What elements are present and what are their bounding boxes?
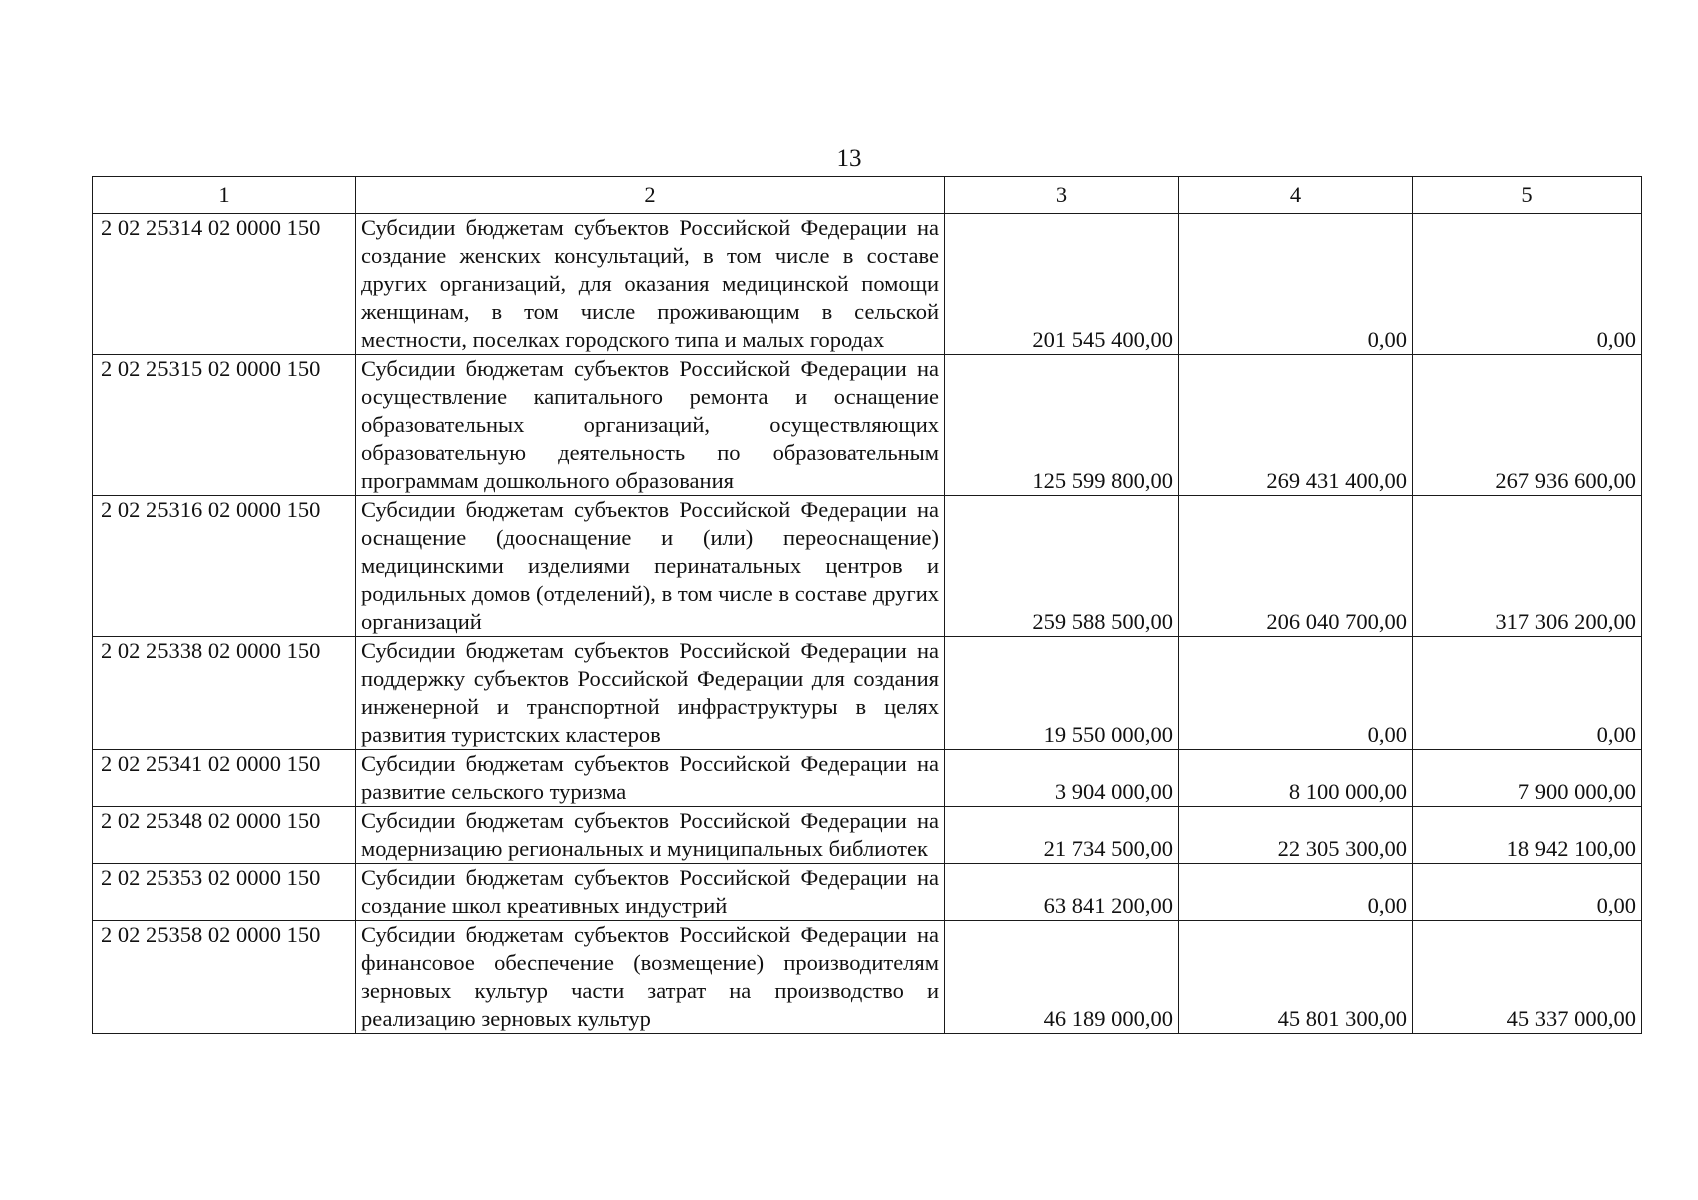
amount-col3-cell: 19 550 000,00 [945, 637, 1179, 750]
amount-col3-cell: 259 588 500,00 [945, 496, 1179, 637]
table-row [93, 355, 1642, 496]
amount-col5-cell: 0,00 [1413, 637, 1642, 750]
column-header: 2 [356, 177, 945, 214]
amount-col5-cell: 317 306 200,00 [1413, 496, 1642, 637]
table-row [93, 750, 1642, 807]
amount-col3-cell: 201 545 400,00 [945, 214, 1179, 355]
budget-code-cell: 2 02 25353 02 0000 150 [93, 864, 356, 921]
description-cell: Субсидии бюджетам субъектов Российской Федерации на финансовое обеспечение (возмещение) производителям зерновых культур части затрат на производство и реализацию зерновых культур [356, 921, 945, 1034]
column-header: 5 [1413, 177, 1642, 214]
amount-col4-cell: 8 100 000,00 [1179, 750, 1413, 807]
amount-col5-cell: 267 936 600,00 [1413, 355, 1642, 496]
amount-col3-cell: 46 189 000,00 [945, 921, 1179, 1034]
amount-col3-cell: 125 599 800,00 [945, 355, 1179, 496]
amount-col4-cell: 206 040 700,00 [1179, 496, 1413, 637]
column-header: 1 [93, 177, 356, 214]
amount-col3-cell: 3 904 000,00 [945, 750, 1179, 807]
amount-col5-cell: 18 942 100,00 [1413, 807, 1642, 864]
description-cell: Субсидии бюджетам субъектов Российской Федерации на модернизацию региональных и муниципальных библиотек [356, 807, 945, 864]
description-cell: Субсидии бюджетам субъектов Российской Федерации на осуществление капитального ремонта и оснащение образовательных организаций, осуществляющих образовательную деятельность по образовательным программам дошкольного образования [356, 355, 945, 496]
table-row [93, 214, 1642, 355]
amount-col5-cell: 7 900 000,00 [1413, 750, 1642, 807]
description-cell: Субсидии бюджетам субъектов Российской Федерации на развитие сельского туризма [356, 750, 945, 807]
table-row [93, 921, 1642, 1034]
amount-col3-cell: 21 734 500,00 [945, 807, 1179, 864]
budget-code-cell: 2 02 25358 02 0000 150 [93, 921, 356, 1034]
amount-col4-cell: 269 431 400,00 [1179, 355, 1413, 496]
table-row [93, 496, 1642, 637]
description-cell: Субсидии бюджетам субъектов Российской Федерации на создание женских консультаций, в том числе в составе других организаций, для оказания медицинской помощи женщинам, в том числе проживающим в сельской местности, поселках городского типа и малых городах [356, 214, 945, 355]
amount-col5-cell: 0,00 [1413, 864, 1642, 921]
budget-table [92, 176, 1642, 1034]
column-header: 4 [1179, 177, 1413, 214]
description-cell: Субсидии бюджетам субъектов Российской Федерации на оснащение (дооснащение и (или) переоснащение) медицинскими изделиями перинатальных центров и родильных домов (отделений), в том числе в составе других организаций [356, 496, 945, 637]
amount-col4-cell: 45 801 300,00 [1179, 921, 1413, 1034]
budget-code-cell: 2 02 25316 02 0000 150 [93, 496, 356, 637]
table-row [93, 637, 1642, 750]
budget-code-cell: 2 02 25315 02 0000 150 [93, 355, 356, 496]
amount-col4-cell: 0,00 [1179, 864, 1413, 921]
budget-code-cell: 2 02 25341 02 0000 150 [93, 750, 356, 807]
amount-col5-cell: 0,00 [1413, 214, 1642, 355]
amount-col4-cell: 0,00 [1179, 214, 1413, 355]
table-row [93, 807, 1642, 864]
budget-code-cell: 2 02 25348 02 0000 150 [93, 807, 356, 864]
budget-code-cell: 2 02 25314 02 0000 150 [93, 214, 356, 355]
page-number: 13 [836, 145, 862, 172]
amount-col4-cell: 0,00 [1179, 637, 1413, 750]
amount-col5-cell: 45 337 000,00 [1413, 921, 1642, 1034]
budget-code-cell: 2 02 25338 02 0000 150 [93, 637, 356, 750]
header-row [93, 177, 1642, 214]
column-header: 3 [945, 177, 1179, 214]
amount-col4-cell: 22 305 300,00 [1179, 807, 1413, 864]
description-cell: Субсидии бюджетам субъектов Российской Федерации на создание школ креативных индустрий [356, 864, 945, 921]
description-cell: Субсидии бюджетам субъектов Российской Федерации на поддержку субъектов Российской Федерации для создания инженерной и транспортной инфраструктуры в целях развития туристских кластеров [356, 637, 945, 750]
amount-col3-cell: 63 841 200,00 [945, 864, 1179, 921]
table-row [93, 864, 1642, 921]
